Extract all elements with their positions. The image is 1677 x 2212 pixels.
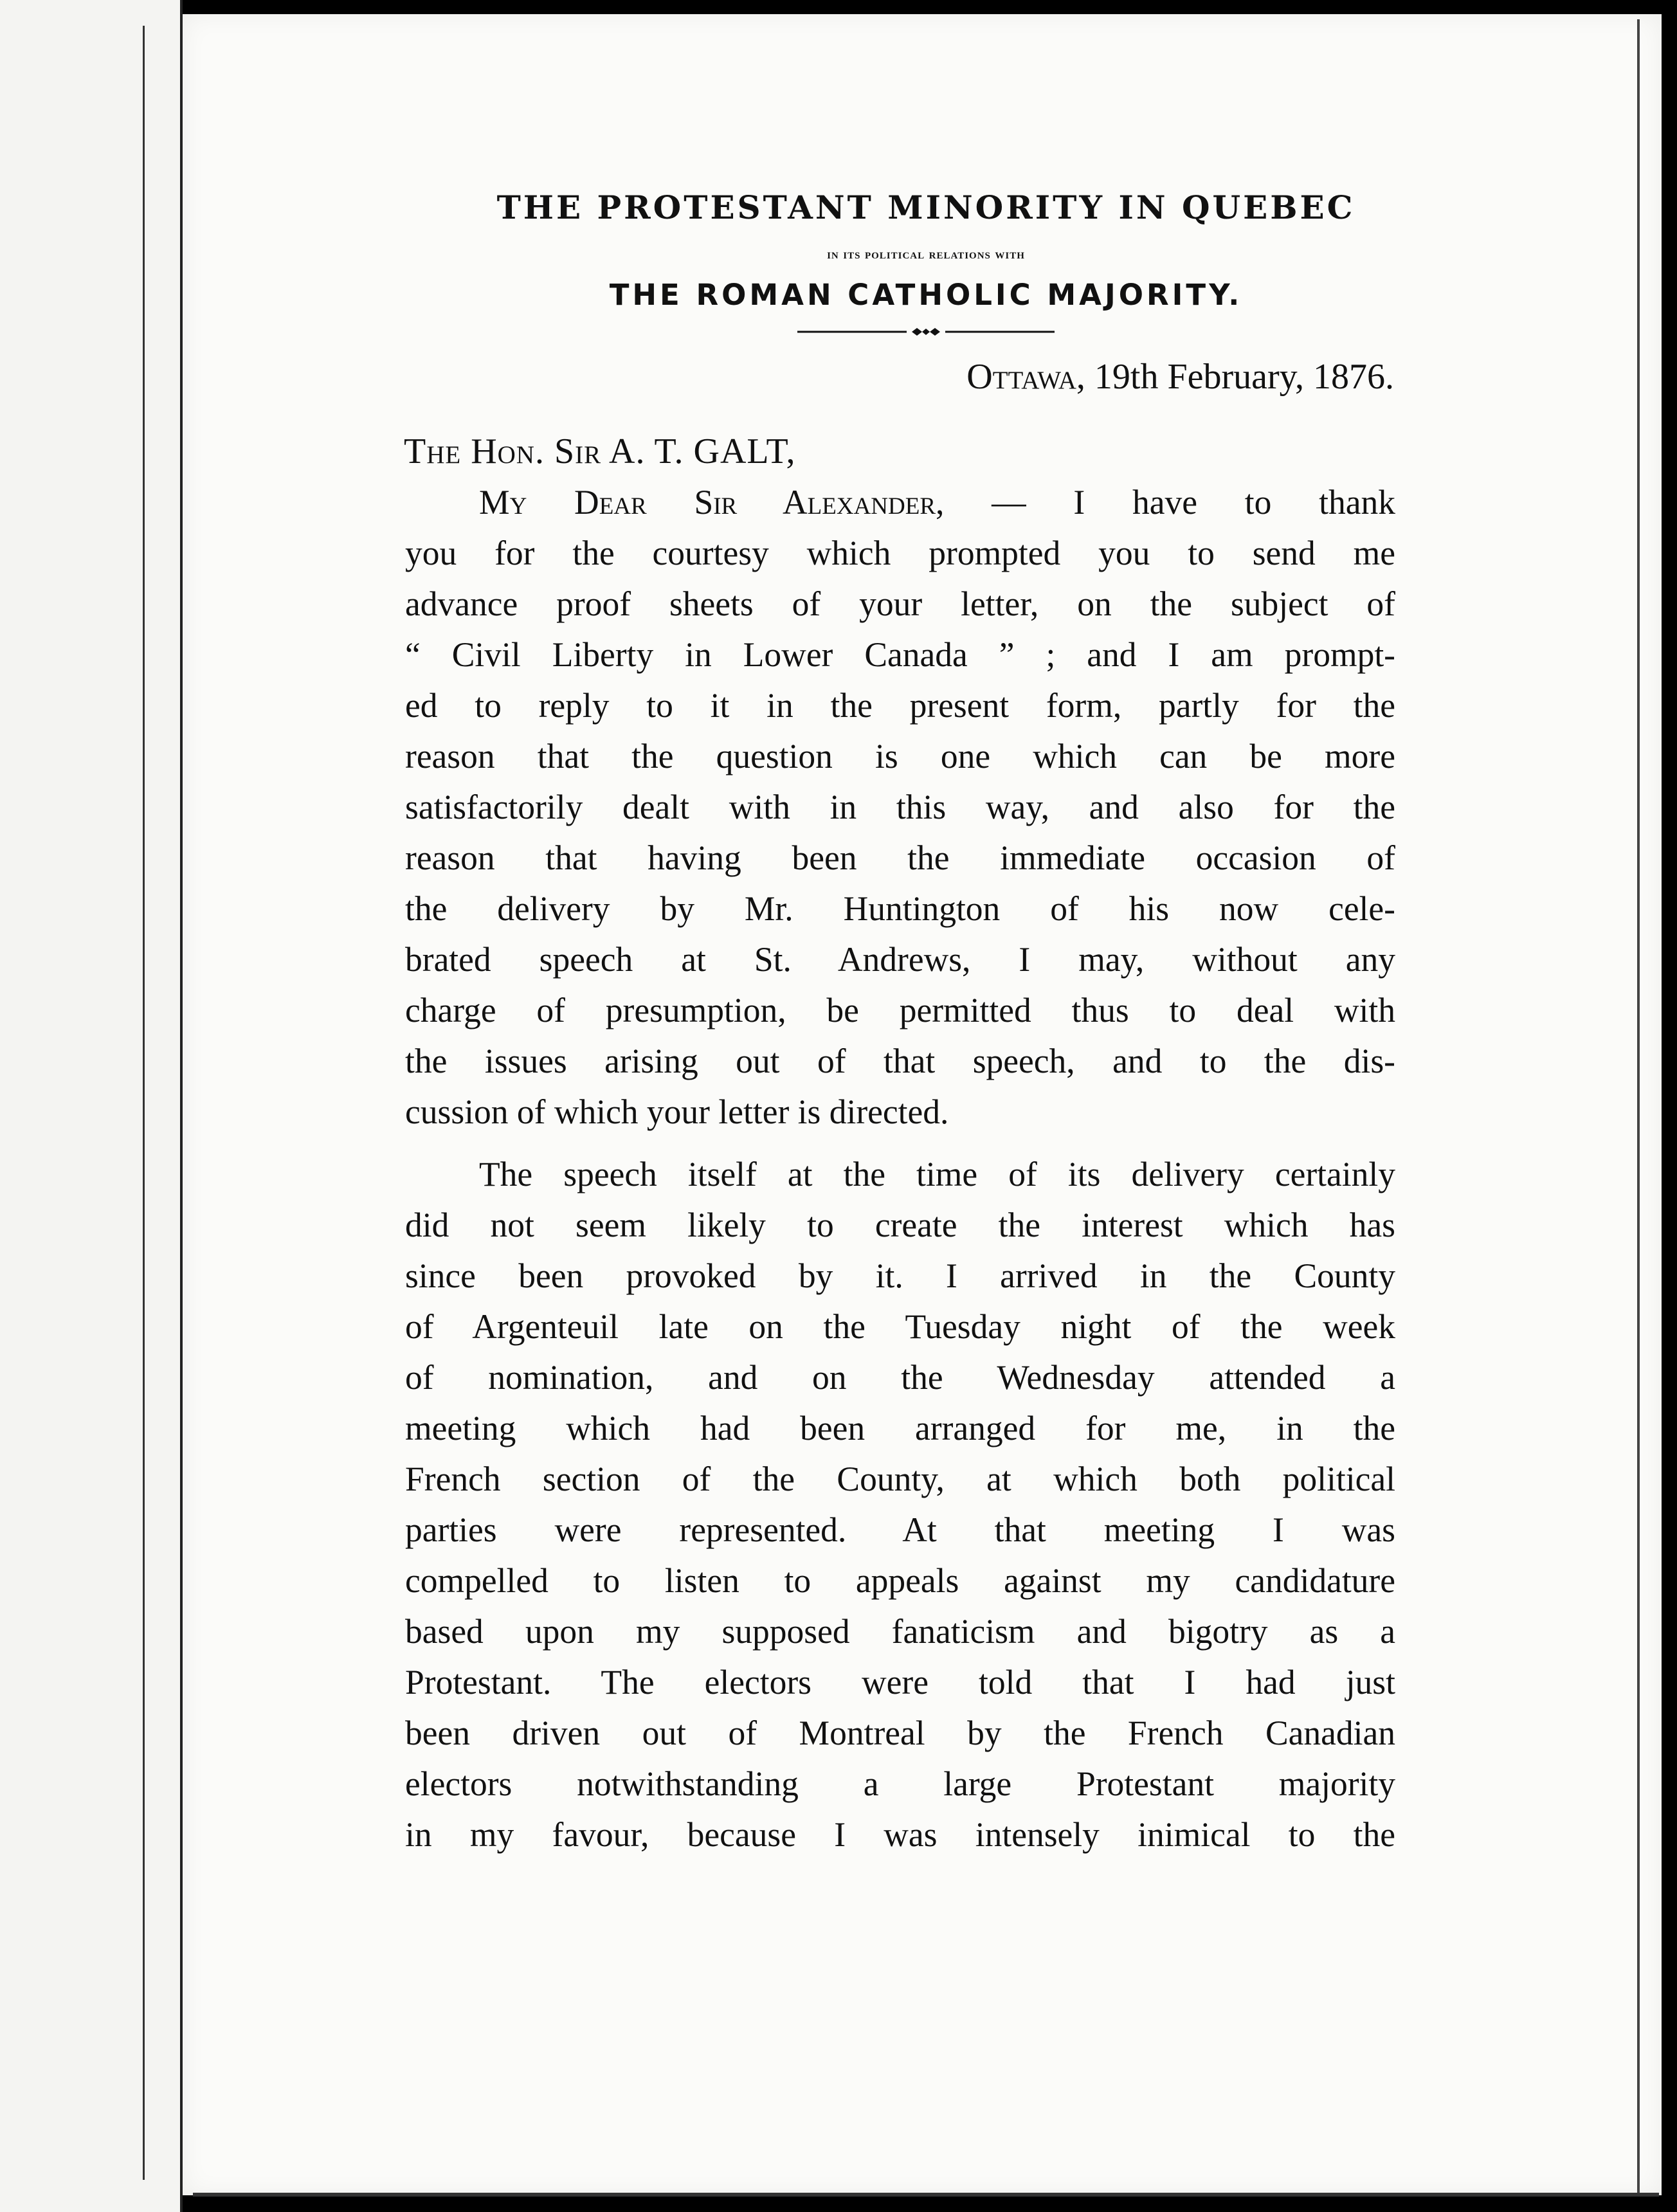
dateline-date: , 19th February, 1876. (1076, 357, 1394, 397)
paragraph-line: in my favour, because I was intensely inimical to the (405, 1815, 1395, 1854)
paragraph-line: electors notwithstanding a large Protestant majority (405, 1764, 1395, 1803)
page-bottom-border (193, 2193, 1659, 2197)
paragraph-line: since been provoked by it. I arrived in the County (405, 1256, 1395, 1295)
title-ornament-rule (797, 325, 1055, 338)
dateline (405, 351, 1395, 403)
paragraph-line (405, 477, 1395, 528)
paragraph-line: based upon my supposed fanaticism and bigotry as a (405, 1612, 1395, 1651)
paragraph-2 (405, 1149, 1395, 1860)
document-title-second-line: THE ROMAN CATHOLIC MAJORITY. (609, 278, 1243, 312)
previous-page-edge (0, 0, 183, 2212)
page-right-border (1637, 19, 1640, 2193)
paragraph-line: of Argenteuil late on the Tuesday night of the week (405, 1307, 1395, 1346)
document-title: THE PROTESTANT MINORITY IN QUEBEC (496, 188, 1355, 226)
paragraph-line: cussion of which your letter is directed. (405, 1092, 949, 1131)
paragraph-line: French section of the County, at which both political (405, 1460, 1395, 1498)
paragraph-line: The speech itself at the time of its delivery certainly (479, 1155, 1395, 1193)
paragraph-line: parties were represented. At that meeting I was (405, 1510, 1395, 1549)
paragraph-1 (405, 477, 1395, 1138)
paragraph-line: brated speech at St. Andrews, I may, without any (405, 940, 1395, 979)
paragraph-line-text: — I have to thank (944, 483, 1395, 521)
page-content (405, 180, 1395, 1860)
scan-right-edge (1664, 0, 1677, 2212)
gutter-line (143, 26, 145, 2180)
opening-greeting: My Dear Sir Alexander, (479, 483, 945, 521)
paragraph-line: of nomination, and on the Wednesday attended a (405, 1358, 1395, 1397)
paragraph-line: meeting which had been arranged for me, in the (405, 1409, 1395, 1447)
paragraph-line: you for the courtesy which prompted you to send me (405, 534, 1395, 572)
paragraph-line: reason that having been the immediate occasion of (405, 839, 1395, 877)
paragraph-line: been driven out of Montreal by the French Canadian (405, 1714, 1395, 1752)
paragraph-line: ed to reply to it in the present form, partly for the (405, 686, 1395, 725)
dateline-place: Ottawa (966, 357, 1076, 397)
salutation: The Hon. Sir A. T. GALT, (404, 431, 796, 471)
paragraph-line: compelled to listen to appeals against my candidature (405, 1561, 1395, 1600)
paragraph-line: did not seem likely to create the interest which has (405, 1206, 1395, 1244)
paragraph-line: the delivery by Mr. Huntington of his now cele- (405, 889, 1395, 928)
paragraph-line: reason that the question is one which can be more (405, 737, 1395, 775)
paragraph-line: charge of presumption, be permitted thus to deal with (405, 991, 1395, 1029)
paragraph-line: “ Civil Liberty in Lower Canada ” ; and I am prompt- (405, 635, 1395, 674)
paragraph-line: the issues arising out of that speech, and to the dis- (405, 1042, 1395, 1080)
paragraph-line: advance proof sheets of your letter, on the subject of (405, 585, 1395, 623)
paragraph-line: Protestant. The electors were told that I had just (405, 1663, 1395, 1701)
paragraph-line: satisfactorily dealt with in this way, and also for the (405, 788, 1395, 826)
document-subtitle: in its political relations with (827, 246, 1025, 262)
